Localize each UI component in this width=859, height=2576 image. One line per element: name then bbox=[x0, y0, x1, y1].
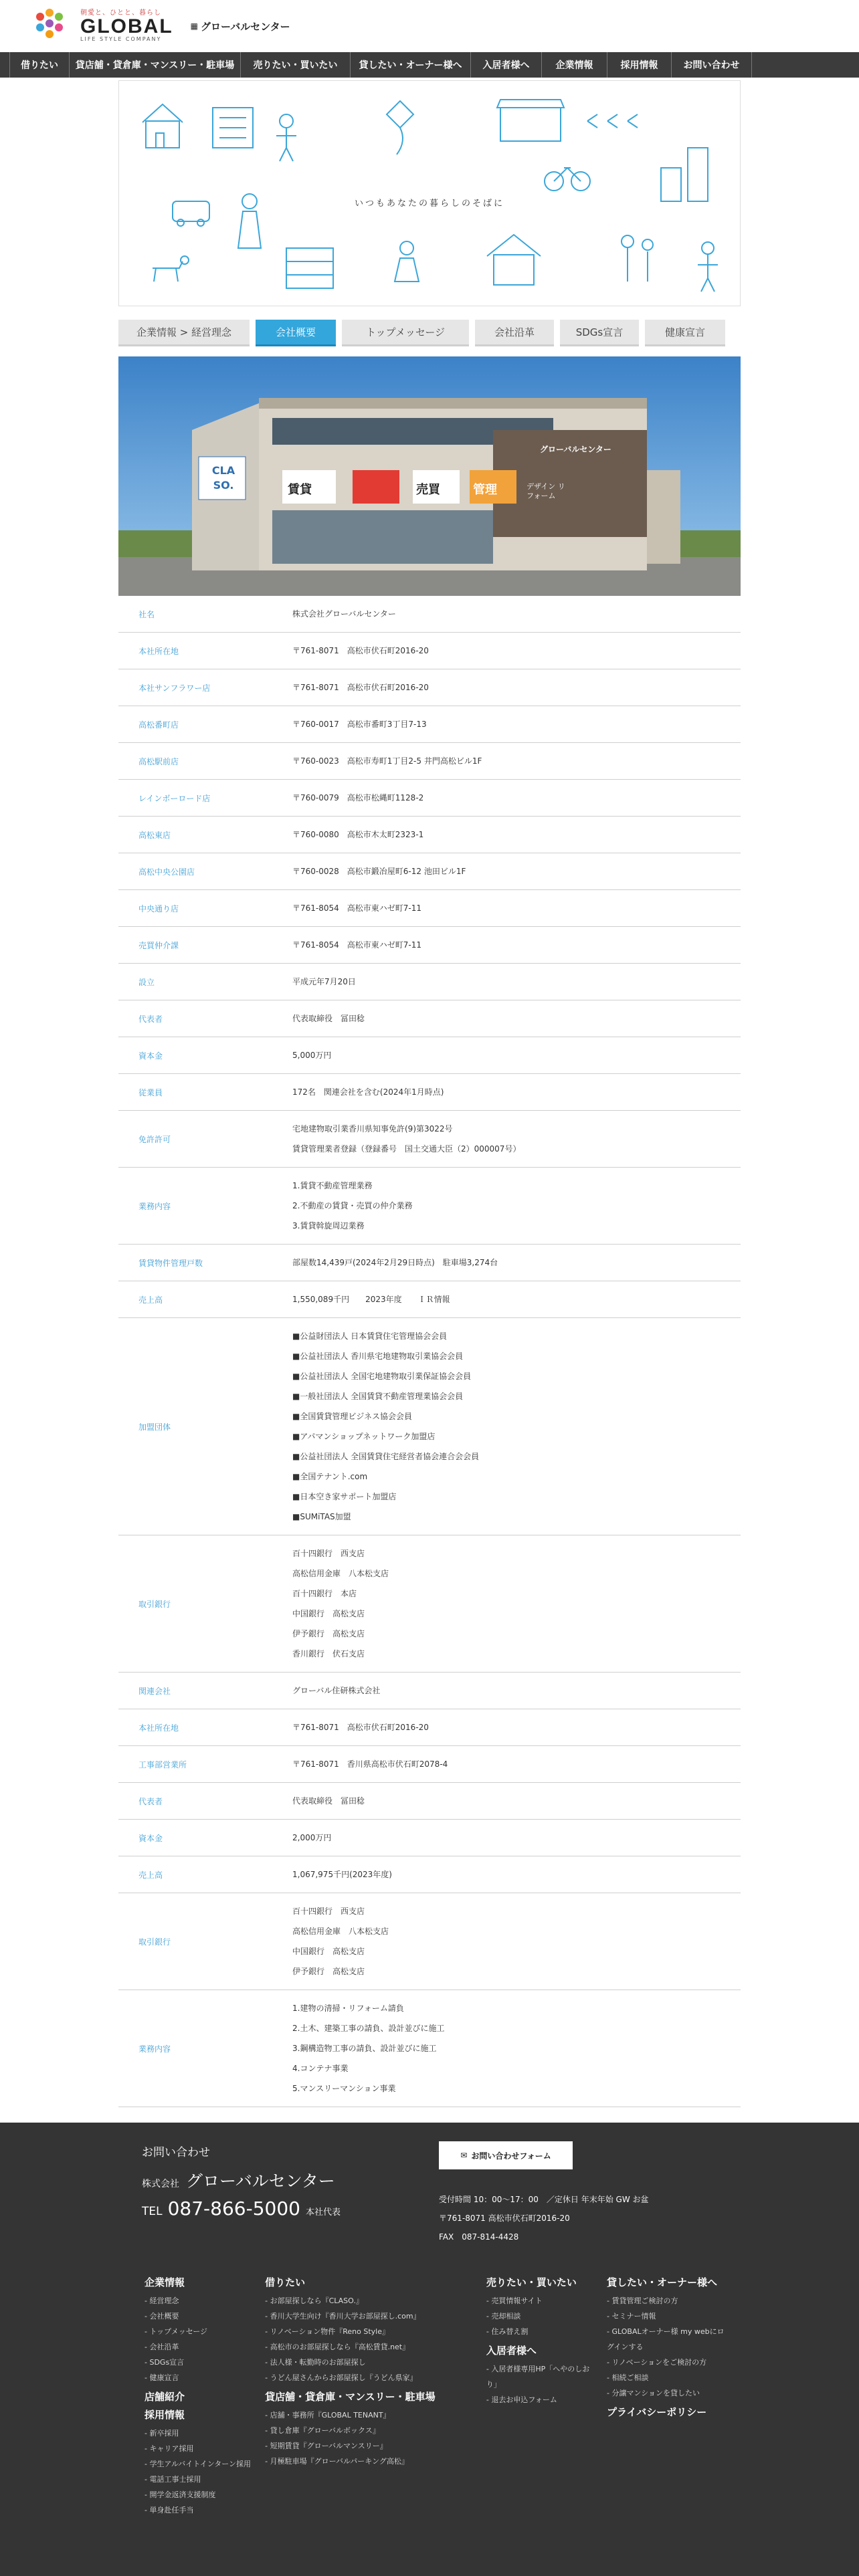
footer-contact-title: お問い合わせ bbox=[142, 2146, 210, 2159]
info-key: 高松番町店 bbox=[138, 720, 179, 730]
info-key: 社名 bbox=[138, 609, 155, 619]
info-value-line: 高松信用金庫 八本松支店 bbox=[292, 1569, 389, 1578]
company-name-text: グローバルセンター bbox=[201, 20, 290, 33]
info-row bbox=[118, 1856, 741, 1893]
info-value-line: 1,550,089千円 2023年度 ＩＲ情報 bbox=[292, 1295, 450, 1304]
info-key: 賃貸物件管理戸数 bbox=[138, 1258, 203, 1268]
info-row bbox=[118, 853, 741, 890]
company-info-table bbox=[118, 596, 741, 2107]
tower-doodle-icon bbox=[661, 148, 708, 201]
footer-hours: 受付時間 10：00～17：00 ／定休日 年末年始 GW お盆 bbox=[439, 2195, 649, 2204]
footer-link[interactable]: - 賃貸管理ご検討の方 bbox=[607, 2296, 678, 2305]
footer-link[interactable]: - 単身赴任手当 bbox=[145, 2506, 194, 2514]
info-key: 工事部営業所 bbox=[138, 1759, 187, 1769]
info-value bbox=[292, 1990, 741, 2107]
brand-logo[interactable] bbox=[32, 7, 173, 45]
footer-sitemap bbox=[145, 2275, 727, 2522]
footer-link[interactable]: - 会社概要 bbox=[145, 2312, 179, 2321]
info-value-line: 百十四銀行 本店 bbox=[292, 1589, 357, 1598]
info-value-line: 〒760-0028 高松市鍛冶屋町6-12 池田ビル1F bbox=[292, 867, 466, 876]
tab-history[interactable]: 会社沿革 bbox=[475, 320, 554, 346]
nav-rent[interactable]: 借りたい bbox=[9, 52, 70, 78]
info-value-line: ■公益社団法人 全国賃貸住宅経営者協会連合会会員 bbox=[292, 1452, 480, 1461]
info-row bbox=[118, 1111, 741, 1168]
info-value-line: 株式会社グローバルセンター bbox=[292, 609, 396, 619]
info-value-line: ■公益社団法人 全国宅地建物取引業保証協会会員 bbox=[292, 1372, 472, 1381]
info-value-line: 〒761-8071 香川県高松市伏石町2078-4 bbox=[292, 1759, 448, 1769]
info-value-line: 百十四銀行 西支店 bbox=[292, 1549, 365, 1558]
info-value bbox=[292, 1281, 741, 1317]
info-value-line: グローバル住研株式会社 bbox=[292, 1686, 381, 1695]
info-row bbox=[118, 817, 741, 853]
info-row bbox=[118, 1783, 741, 1820]
info-value bbox=[292, 596, 741, 632]
info-row bbox=[118, 1037, 741, 1074]
info-key: 高松駅前店 bbox=[138, 756, 179, 766]
info-value-line: 〒761-8054 高松市東ハゼ町7-11 bbox=[292, 940, 422, 950]
footer-tel-note: 本社代表 bbox=[305, 2208, 341, 2218]
info-value-line: 高松信用金庫 八本松支店 bbox=[292, 1927, 389, 1936]
nav-owners[interactable]: 貸したい・オーナー様へ bbox=[351, 52, 471, 78]
info-value-line: 〒760-0079 高松市松縄町1128-2 bbox=[292, 793, 424, 802]
info-key: 資本金 bbox=[138, 1051, 163, 1061]
info-value-line: 〒760-0080 高松市木太町2323-1 bbox=[292, 830, 424, 839]
tab-philosophy[interactable]: 企業情報 > 経営理念 bbox=[118, 320, 250, 346]
info-value-line: 百十四銀行 西支店 bbox=[292, 1907, 365, 1916]
info-value bbox=[292, 633, 741, 669]
info-key: 高松中央公園店 bbox=[138, 867, 195, 877]
footer-link[interactable]: - うどん屋さんからお部屋探し『うどん県家』 bbox=[265, 2373, 417, 2382]
info-value bbox=[292, 890, 741, 926]
info-key: 売買仲介課 bbox=[138, 940, 179, 950]
family-doodle-icon bbox=[622, 235, 653, 282]
company-tabs bbox=[118, 320, 741, 346]
info-value bbox=[292, 1318, 741, 1535]
logo-tagline: 朝愛と、ひとと、暮らし bbox=[80, 9, 161, 17]
footer-col bbox=[145, 2275, 252, 2522]
info-value-line: 〒760-0017 高松市番町3丁目7-13 bbox=[292, 720, 427, 729]
footer-heading[interactable]: 貸店舗・貸倉庫・マンスリー・駐車場 bbox=[265, 2391, 436, 2403]
footer-heading[interactable]: 売りたい・買いたい bbox=[486, 2276, 577, 2288]
hiker-doodle-icon bbox=[698, 242, 718, 292]
girl-doodle-icon bbox=[395, 241, 419, 282]
footer-company-name: グローバルセンター bbox=[186, 2171, 335, 2191]
footer-heading[interactable]: 企業情報 bbox=[145, 2276, 185, 2288]
footer-link[interactable]: - 香川大学生向け『香川大学お部屋探し.com』 bbox=[265, 2312, 421, 2321]
footer-col bbox=[265, 2275, 473, 2522]
footer-link[interactable]: - 学生アルバイトインターン採用 bbox=[145, 2460, 252, 2468]
info-row bbox=[118, 1990, 741, 2107]
info-value-line: 部屋数14,439戸(2024年2月29日時点) 駐車場3,274台 bbox=[292, 1258, 498, 1267]
info-key: 取引銀行 bbox=[138, 1937, 171, 1947]
info-value bbox=[292, 1111, 741, 1167]
footer-link[interactable]: - 新卒採用 bbox=[145, 2429, 179, 2438]
info-value-line: 代表取締役 冨田稔 bbox=[292, 1796, 365, 1806]
info-value-line: 〒760-0023 高松市寿町1丁目2-5 井門高松ビル1F bbox=[292, 756, 482, 766]
info-value-line: 平成元年7月20日 bbox=[292, 977, 356, 986]
info-value-line: 3.賃貸斡旋周辺業務 bbox=[292, 1221, 365, 1230]
company-mark-icon: ▦ bbox=[190, 21, 198, 31]
info-row bbox=[118, 1245, 741, 1281]
info-key: 設立 bbox=[138, 977, 155, 987]
arrows-doodle-icon bbox=[587, 114, 638, 128]
info-value bbox=[292, 669, 741, 706]
store-sign-name: グローバルセンター bbox=[540, 445, 611, 454]
info-row bbox=[118, 1673, 741, 1709]
info-value-line: 代表取締役 冨田稔 bbox=[292, 1014, 365, 1023]
info-row bbox=[118, 1281, 741, 1318]
info-value-line: 〒761-8071 高松市伏石町2016-20 bbox=[292, 646, 429, 655]
dog-doodle-icon bbox=[153, 256, 189, 282]
apartment-doodle-icon bbox=[286, 248, 333, 288]
site-footer bbox=[0, 2123, 859, 2576]
info-value bbox=[292, 1000, 741, 1037]
info-value bbox=[292, 1168, 741, 1244]
info-value-line: 香川銀行 伏石支店 bbox=[292, 1649, 365, 1658]
info-key: 高松東店 bbox=[138, 830, 171, 840]
info-row bbox=[118, 706, 741, 743]
info-row bbox=[118, 1820, 741, 1856]
tab-top-message[interactable]: トップメッセージ bbox=[342, 320, 469, 346]
info-value-line: 中国銀行 高松支店 bbox=[292, 1609, 365, 1618]
info-key: 関連会社 bbox=[138, 1686, 171, 1696]
footer-company bbox=[142, 2168, 335, 2192]
footer-link[interactable]: - 法人様・転勤時のお部屋探し bbox=[265, 2358, 366, 2367]
company-name bbox=[191, 19, 290, 33]
info-value-line: 中国銀行 高松支店 bbox=[292, 1947, 365, 1956]
footer-link[interactable]: - 入居者様専用HP「へやのしおり」 bbox=[486, 2365, 590, 2389]
info-value-line: 2,000万円 bbox=[292, 1833, 332, 1842]
cottage-doodle-icon bbox=[487, 235, 541, 285]
nav-residents[interactable]: 入居者様へ bbox=[471, 52, 542, 78]
info-value bbox=[292, 964, 741, 1000]
info-row bbox=[118, 1074, 741, 1111]
store-sign-reform: デザイン リフォーム bbox=[527, 482, 565, 500]
footer-link[interactable]: - 開学金返済支援制度 bbox=[145, 2490, 216, 2499]
house-doodle-icon bbox=[142, 104, 183, 148]
info-value bbox=[292, 1746, 741, 1782]
info-value bbox=[292, 1709, 741, 1745]
info-key: 業務内容 bbox=[138, 2044, 171, 2054]
info-key: 免許許可 bbox=[138, 1134, 171, 1144]
store-photo bbox=[118, 356, 741, 596]
info-value bbox=[292, 1074, 741, 1110]
info-key: 売上高 bbox=[138, 1870, 163, 1880]
footer-link[interactable]: - リノベーション物件『Reno Style』 bbox=[265, 2327, 389, 2336]
info-key: 本社サンフラワー店 bbox=[138, 683, 211, 693]
info-key: 売上高 bbox=[138, 1295, 163, 1305]
person-doodle-icon bbox=[276, 114, 296, 161]
info-row bbox=[118, 780, 741, 817]
footer-fax: FAX 087-814-4428 bbox=[439, 2232, 519, 2242]
footer-link[interactable]: - 相続ご相談 bbox=[607, 2373, 649, 2382]
info-key: 業務内容 bbox=[138, 1201, 171, 1211]
info-value-line: 伊予銀行 高松支店 bbox=[292, 1629, 365, 1638]
info-value-line: ■全国テナント.com bbox=[292, 1472, 368, 1481]
store-sign-rent: 賃貸 bbox=[288, 483, 312, 497]
tab-sdgs[interactable]: SDGs宣言 bbox=[560, 320, 639, 346]
bicycle-doodle-icon bbox=[545, 168, 590, 191]
info-value bbox=[292, 1856, 741, 1893]
info-row bbox=[118, 1318, 741, 1535]
footer-tel-number: 087-866-5000 bbox=[167, 2197, 300, 2220]
info-key: レインボーロード店 bbox=[138, 793, 211, 803]
info-key: 本社所在地 bbox=[138, 646, 179, 656]
info-row bbox=[118, 633, 741, 669]
info-value-line: 1,067,975千円(2023年度) bbox=[292, 1870, 392, 1879]
contact-form-button[interactable] bbox=[439, 2141, 573, 2169]
footer-link[interactable]: - 経営理念 bbox=[145, 2296, 179, 2305]
tab-health[interactable]: 健康宣言 bbox=[645, 320, 725, 346]
info-value-line: 4.コンテナ事業 bbox=[292, 2064, 349, 2073]
hero-tagline: いつもあなたの暮らしのそばに bbox=[354, 199, 504, 209]
info-row bbox=[118, 1000, 741, 1037]
info-key: 本社所在地 bbox=[138, 1723, 179, 1733]
info-value bbox=[292, 1893, 741, 1990]
nav-contact[interactable]: お問い合わせ bbox=[672, 52, 752, 78]
footer-col bbox=[607, 2275, 727, 2522]
info-value bbox=[292, 927, 741, 963]
info-key: 代表者 bbox=[138, 1014, 163, 1024]
info-value-line: 〒761-8071 高松市伏石町2016-20 bbox=[292, 1723, 429, 1732]
footer-link[interactable]: - 退去お申込フォーム bbox=[486, 2395, 557, 2404]
footer-link[interactable]: - 短期賃貸『グローバルマンスリー』 bbox=[265, 2442, 387, 2450]
shop-doodle-icon bbox=[497, 100, 564, 141]
footer-link[interactable]: - 住み替え割 bbox=[486, 2327, 529, 2336]
footer-link[interactable]: - SDGs宣言 bbox=[145, 2358, 185, 2367]
kite-doodle-icon bbox=[387, 101, 413, 154]
info-row bbox=[118, 669, 741, 706]
store-sign-sale: 売買 bbox=[416, 483, 440, 497]
info-key: 代表者 bbox=[138, 1796, 163, 1806]
footer-link[interactable]: - 売買情報サイト bbox=[486, 2296, 543, 2305]
footer-link[interactable]: - お部屋探しなら『CLASO.』 bbox=[265, 2296, 363, 2305]
site-header bbox=[0, 0, 859, 52]
main-nav bbox=[0, 52, 859, 78]
footer-heading[interactable]: 店舗紹介 bbox=[145, 2391, 185, 2403]
info-value-line: 〒761-8054 高松市東ハゼ町7-11 bbox=[292, 903, 422, 913]
footer-link[interactable]: - 会社沿革 bbox=[145, 2343, 179, 2351]
footer-link[interactable]: - 売却相談 bbox=[486, 2312, 521, 2321]
footer-heading[interactable]: 入居者様へ bbox=[486, 2345, 537, 2357]
mail-icon: ✉ bbox=[460, 2151, 468, 2160]
info-key: 従業員 bbox=[138, 1087, 163, 1097]
info-value bbox=[292, 1037, 741, 1073]
footer-col bbox=[486, 2275, 593, 2522]
info-row bbox=[118, 1893, 741, 1990]
info-value-line: 伊予銀行 高松支店 bbox=[292, 1967, 365, 1976]
info-value-line: ■一般社団法人 全国賃貸不動産管理業協会会員 bbox=[292, 1392, 464, 1401]
logo-subtitle: LIFE STYLE COMPANY bbox=[80, 36, 162, 42]
info-value-line: 1.賃貸不動産管理業務 bbox=[292, 1181, 373, 1190]
footer-heading[interactable]: プライバシーポリシー bbox=[607, 2406, 707, 2418]
footer-link[interactable]: - 月極駐車場『グローバルパーキング高松』 bbox=[265, 2457, 409, 2466]
info-value bbox=[292, 743, 741, 779]
info-value-line: 5,000万円 bbox=[292, 1051, 332, 1060]
footer-link[interactable]: - 健康宣言 bbox=[145, 2373, 179, 2382]
contact-form-label: お問い合わせフォーム bbox=[471, 2151, 551, 2161]
tab-overview[interactable]: 会社概要 bbox=[256, 320, 336, 346]
info-row bbox=[118, 743, 741, 780]
nav-recruit[interactable]: 採用情報 bbox=[607, 52, 672, 78]
info-row bbox=[118, 890, 741, 927]
footer-address: 〒761-8071 高松市伏石町2016-20 bbox=[439, 2214, 570, 2223]
footer-link[interactable]: - トップメッセージ bbox=[145, 2327, 208, 2336]
footer-link[interactable]: - 店舗・事務所『GLOBAL TENANT』 bbox=[265, 2411, 391, 2420]
footer-link[interactable]: - 貸し倉庫『グローバルボックス』 bbox=[265, 2426, 380, 2435]
footer-link[interactable]: - セミナー情報 bbox=[607, 2312, 656, 2321]
info-value bbox=[292, 1535, 741, 1672]
info-key: 資本金 bbox=[138, 1833, 163, 1843]
footer-tel[interactable] bbox=[142, 2197, 341, 2220]
info-value-line: 〒761-8071 高松市伏石町2016-20 bbox=[292, 683, 429, 692]
info-row bbox=[118, 927, 741, 964]
info-row bbox=[118, 964, 741, 1000]
info-value bbox=[292, 780, 741, 816]
footer-link[interactable]: - GLOBALオーナー様 my webにログインする bbox=[607, 2327, 725, 2351]
nav-company[interactable]: 企業情報 bbox=[542, 52, 607, 78]
info-value-line: ■日本空き家サポート加盟店 bbox=[292, 1492, 397, 1501]
footer-heading[interactable]: 借りたい bbox=[265, 2276, 306, 2288]
info-row bbox=[118, 1746, 741, 1783]
info-value-line: 宅地建物取引業香川県知事免許(9)第3022号 bbox=[292, 1124, 453, 1134]
info-value bbox=[292, 1245, 741, 1281]
hero-banner bbox=[118, 80, 741, 306]
info-key: 取引銀行 bbox=[138, 1599, 171, 1609]
info-row bbox=[118, 1535, 741, 1673]
footer-tel-label: TEL bbox=[142, 2205, 163, 2218]
footer-link[interactable]: - 高松市のお部屋探しなら『高松賃貸.net』 bbox=[265, 2343, 410, 2351]
info-value-line: ■アパマンショップネットワーク加盟店 bbox=[292, 1432, 436, 1441]
info-value-line: 172名 関連会社を含む(2024年1月時点) bbox=[292, 1087, 444, 1097]
footer-link[interactable]: - キャリア採用 bbox=[145, 2444, 194, 2453]
logo-wordmark: GLOBAL bbox=[80, 15, 173, 37]
info-key: 加盟団体 bbox=[138, 1422, 171, 1432]
info-value-line: 5.マンスリーマンション事業 bbox=[292, 2084, 396, 2093]
info-value bbox=[292, 817, 741, 853]
info-value bbox=[292, 1783, 741, 1819]
footer-heading[interactable]: 貸したい・オーナー様へ bbox=[607, 2276, 718, 2288]
info-value-line: ■全国賃貸管理ビジネス協会会員 bbox=[292, 1412, 412, 1421]
info-value-line: ■公益財団法人 日本賃貸住宅管理協会会員 bbox=[292, 1331, 448, 1341]
illustration-doodles bbox=[119, 81, 741, 306]
info-value bbox=[292, 706, 741, 742]
info-row bbox=[118, 1709, 741, 1746]
footer-link[interactable]: - 電話工事士採用 bbox=[145, 2475, 201, 2484]
info-key: 中央通り店 bbox=[138, 903, 179, 914]
info-value bbox=[292, 853, 741, 889]
logo-mark-icon bbox=[32, 7, 75, 45]
info-value-line: 1.建物の清掃・リフォーム請負 bbox=[292, 2004, 404, 2013]
footer-company-prefix: 株式会社 bbox=[142, 2179, 179, 2189]
store-sign-brand: CLA SO. bbox=[211, 464, 235, 492]
store-sign-manage: 管理 bbox=[473, 483, 497, 497]
nav-buy-sell[interactable]: 売りたい・買いたい bbox=[241, 52, 351, 78]
building-doodle-icon bbox=[213, 108, 253, 148]
nav-tenant[interactable]: 貸店舗・貸倉庫・マンスリー・駐車場 bbox=[70, 52, 241, 78]
info-row bbox=[118, 596, 741, 633]
info-value-line: ■SUMiTAS加盟 bbox=[292, 1512, 351, 1521]
footer-link[interactable]: - 分譲マンションを貸したい bbox=[607, 2389, 700, 2397]
footer-link[interactable]: - リノベーションをご検討の方 bbox=[607, 2358, 707, 2367]
info-value bbox=[292, 1820, 741, 1856]
info-value-line: ■公益社団法人 香川県宅地建物取引業協会会員 bbox=[292, 1352, 464, 1361]
info-value bbox=[292, 1673, 741, 1709]
info-value-line: 2.土木、建築工事の請負、設計並びに施工 bbox=[292, 2024, 445, 2033]
info-row bbox=[118, 1168, 741, 1245]
footer-heading[interactable]: 採用情報 bbox=[145, 2409, 185, 2421]
info-value-line: 2.不動産の賃貸・売買の仲介業務 bbox=[292, 1201, 413, 1210]
info-value-line: 3.鋼構造物工事の請負、設計並びに施工 bbox=[292, 2044, 437, 2053]
info-value-line: 賃貸管理業者登録（登録番号 国土交通大臣（2）000007号） bbox=[292, 1144, 521, 1154]
